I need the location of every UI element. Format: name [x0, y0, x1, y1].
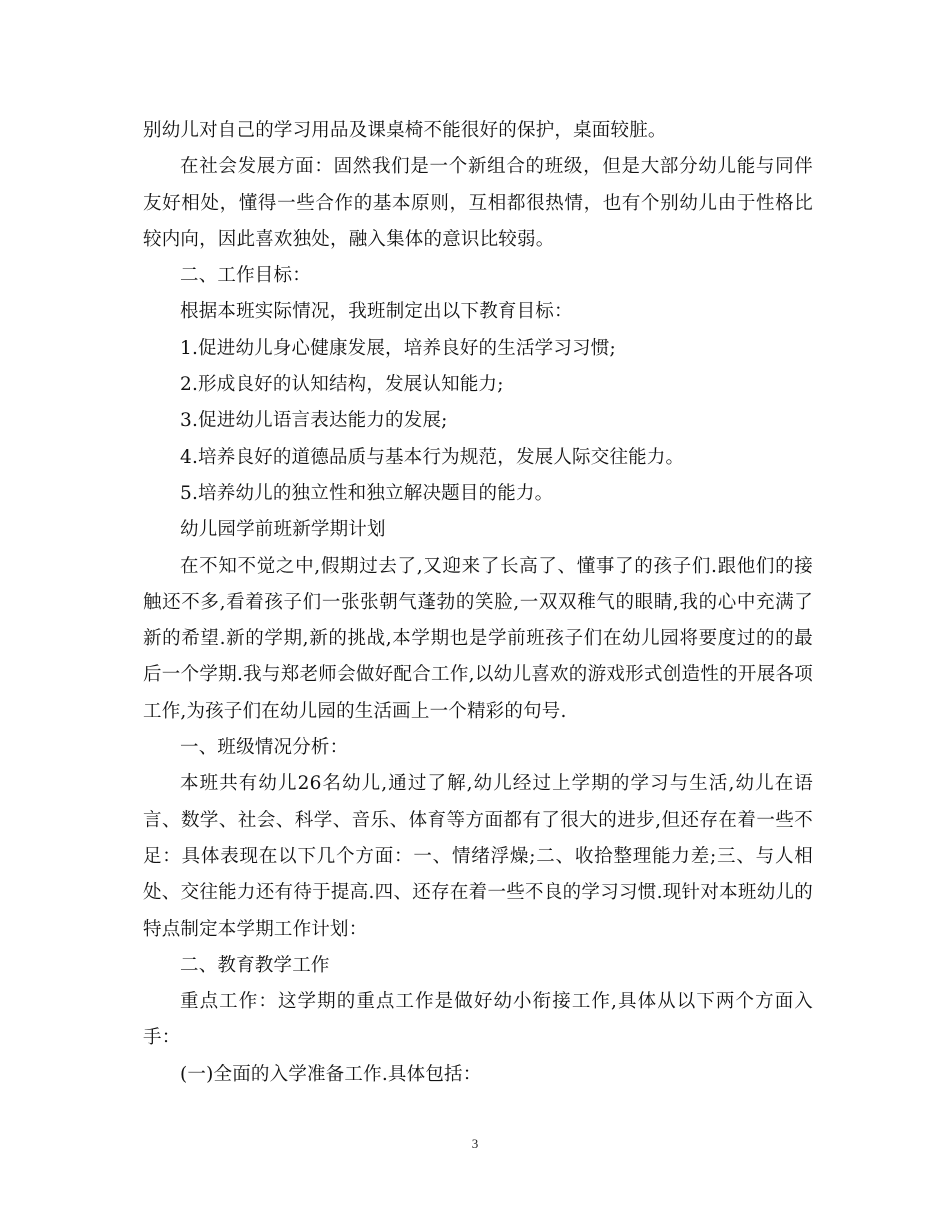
paragraph: 根据本班实际情况，我班制定出以下教育目标：	[180, 301, 573, 323]
section-heading: 二、工作目标：	[180, 265, 311, 287]
list-item: 2.形成良好的认知结构，发展认知能力;	[180, 374, 504, 396]
list-item: 5.培养幼儿的独立性和独立解决题目的能力。	[180, 482, 554, 504]
paragraph: 重点工作：这学期的重点工作是做好幼小衔接工作,具体从以下两个方面入手：	[143, 991, 813, 1049]
document-subtitle: 幼儿园学前班新学期计划	[180, 519, 386, 541]
paragraph: 别幼儿对自己的学习用品及课桌椅不能很好的保护，桌面较脏。	[143, 120, 667, 141]
list-item: 3.促进幼儿语言表达能力的发展;	[180, 410, 448, 432]
paragraph: 在不知不觉之中,假期过去了,又迎来了长高了、懂事了的孩子们.跟他们的接触还不多,看着孩子们一张张朝气蓬勃的笑脸,一双双稚气的眼睛,我的心中充满了新的希望.新的学期,新的挑战,本学期也是学前班孩子们在幼儿园将要度过的的最后一个学期.我与郑老师会做好配合工作,以幼儿喜欢的游戏形式创造性的开展各项工作,为孩子们在幼儿园的生活画上一个精彩的句号.	[143, 555, 813, 722]
list-item: 1.促进幼儿身心健康发展，培养良好的生活学习习惯;	[180, 337, 616, 359]
paragraph: (一)全面的入学准备工作.具体包括：	[180, 1063, 482, 1085]
document-body	[143, 113, 813, 1093]
section-heading: 一、班级情况分析：	[180, 737, 349, 759]
list-item: 4.培养良好的道德品质与基本行为规范，发展人际交往能力。	[180, 446, 685, 468]
paragraph: 本班共有幼儿26名幼儿,通过了解,幼儿经过上学期的学习与生活,幼儿在语言、数学、社会、科学、音乐、体育等方面都有了很大的进步,但还存在着一些不足：具体表现在以下几个方面：一、情绪浮燥;二、收拾整理能力差;三、与人相处、交往能力还有待于提高.四、还存在着一些不良的学习习惯.现针对本班幼儿的特点制定本学期工作计划：	[143, 773, 813, 940]
section-heading: 二、教育教学工作	[180, 954, 330, 976]
page-number: 3	[471, 1136, 479, 1151]
paragraph: 在社会发展方面：固然我们是一个新组合的班级，但是大部分幼儿能与同伴友好相处，懂得一些合作的基本原则，互相都很热情，也有个别幼儿由于性格比较内向，因此喜欢独处，融入集体的意识比较弱。	[143, 156, 813, 250]
